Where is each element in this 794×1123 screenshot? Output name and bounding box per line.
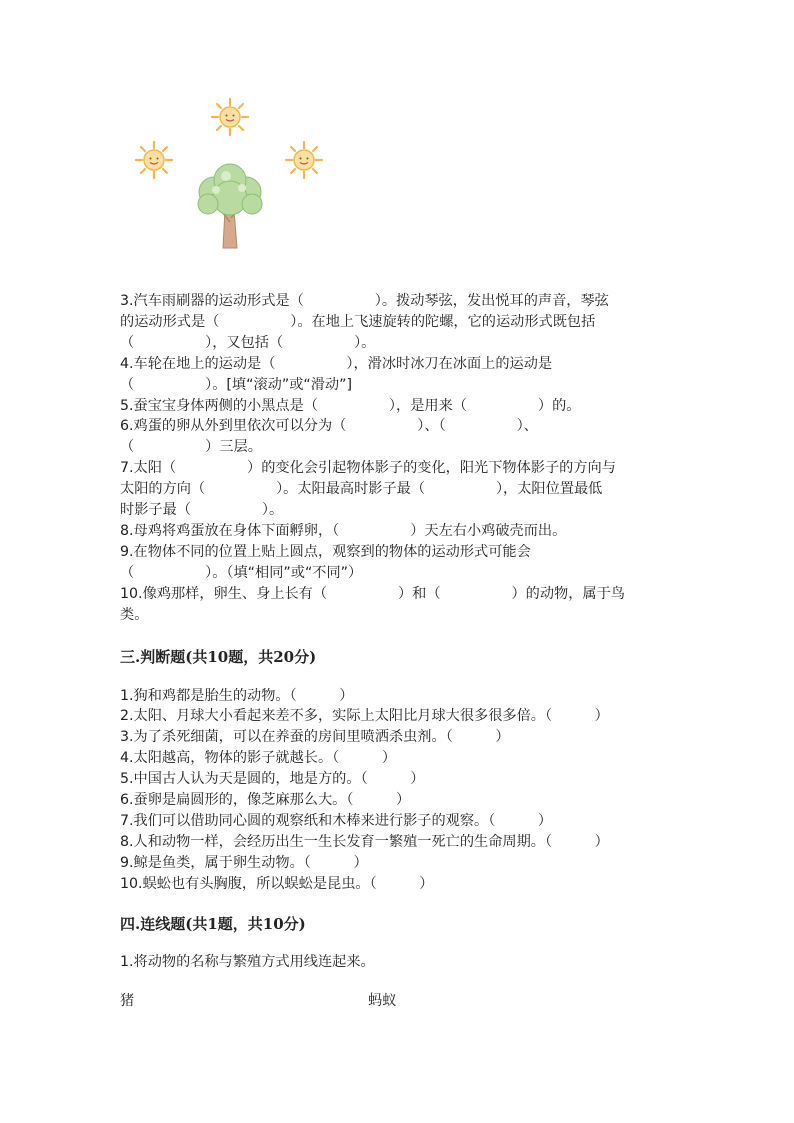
question-line: 1.狗和鸡都是胎生的动物。（ ） xyxy=(120,687,354,704)
question-line: 3.为了杀死细菌，可以在养蚕的房间里喷洒杀虫剂。（ ） xyxy=(120,729,510,746)
sun-icon xyxy=(284,140,324,180)
question-line: 太阳的方向（ ）。太阳最高时影子最（ ），太阳位置最低 xyxy=(120,481,603,498)
worksheet-content xyxy=(120,291,676,1010)
question-line: 3.汽车雨刷器的运动形式是（ ）。拨动琴弦，发出悦耳的声音，琴弦 xyxy=(120,293,609,309)
sun-icon xyxy=(210,97,250,137)
match-left-item: 猪 xyxy=(120,992,135,1009)
matching-row xyxy=(120,990,676,1010)
question-line: 4.车轮在地上的运动是（ ），滑冰时冰刀在冰面上的运动是 xyxy=(120,355,553,372)
judgment-questions xyxy=(120,686,676,895)
question-line: 1.将动物的名称与繁殖方式用线连起来。 xyxy=(120,953,375,970)
question-line: 时影子最（ ）。 xyxy=(120,502,284,519)
question-line: 10.像鸡那样，卵生、身上长有（ ）和（ ）的动物，属于鸟 xyxy=(120,585,625,602)
question-line: （ ），又包括（ ）。 xyxy=(120,334,376,351)
question-line: 的运动形式是（ ）。在地上飞速旋转的陀螺，它的运动形式既包括 xyxy=(120,313,596,330)
section-title-matching: 四.连线题(共1题，共10分) xyxy=(120,914,306,933)
question-line: 7.我们可以借助同心圆的观察纸和木棒来进行影子的观察。（ ） xyxy=(120,812,553,829)
tree-icon xyxy=(192,162,268,250)
match-right-item: 蚂蚁 xyxy=(368,992,397,1009)
question-line: 2.太阳、月球大小看起来差不多，实际上太阳比月球大很多很多倍。（ ） xyxy=(120,708,609,725)
question-line: 5.中国古人认为天是圆的，地是方的。（ ） xyxy=(120,771,425,788)
question-line: 8.人和动物一样，会经历出生一生长发育一繁殖一死亡的生命周期。（ ） xyxy=(120,833,609,850)
question-line: 7.太阳（ ）的变化会引起物体影子的变化，阳光下物体影子的方向与 xyxy=(120,460,616,477)
question-line: 6.蚕卵是扁圆形的，像芝麻那么大。（ ） xyxy=(120,792,411,809)
question-line: 9.在物体不同的位置上贴上圆点，观察到的物体的运动形式可能会 xyxy=(120,543,531,560)
sun-icon xyxy=(134,140,174,180)
question-line: 9.鲸是鱼类，属于卵生动物。（ ） xyxy=(120,854,368,871)
fill-in-blank-questions xyxy=(120,291,676,626)
sun-tree-figure xyxy=(120,90,340,260)
question-line: （ ）。[填“滚动”或“滑动”] xyxy=(120,376,352,393)
question-line: （ ）。（填“相同”或“不同”） xyxy=(120,564,363,581)
question-line: 10.蜈蚣也有头胸腹，所以蜈蚣是昆虫。（ ） xyxy=(120,875,434,892)
question-line: 4.太阳越高，物体的影子就越长。（ ） xyxy=(120,750,397,767)
question-line: 8.母鸡将鸡蛋放在身体下面孵卵，（ ）天左右小鸡破壳而出。 xyxy=(120,522,567,539)
section-title-judgment: 三.判断题(共10题，共20分) xyxy=(120,647,317,666)
question-line: （ ）三层。 xyxy=(120,439,262,456)
question-line: 6.鸡蛋的卵从外到里依次可以分为（ ）、（ ）、 xyxy=(120,418,538,435)
question-line: 5.蚕宝宝身体两侧的小黑点是（ ），是用来（ ）的。 xyxy=(120,397,581,414)
question-line: 类。 xyxy=(120,606,149,623)
